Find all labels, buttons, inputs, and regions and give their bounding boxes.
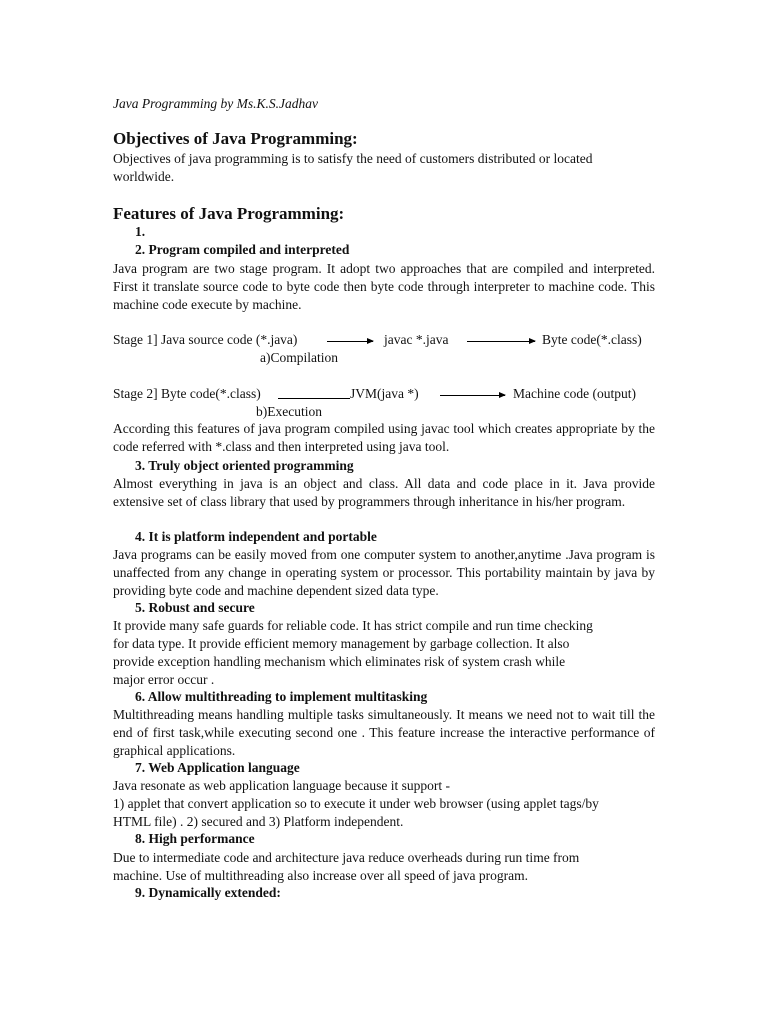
stage-explanation: According this features of java program compiled using javac tool which creates appropriate by the code referred with *.class and then interpreted using java tool.: [113, 421, 655, 454]
stage2-jvm: JVM(java *): [350, 386, 419, 401]
stage2-connector-line: [278, 398, 350, 399]
feature-item-8-line-2: machine. Use of multithreading also increase over all speed of java program.: [113, 868, 528, 883]
feature-item-9-heading: 9. Dynamically extended:: [135, 885, 281, 900]
author-line: Java Programming by Ms.K.S.Jadhav: [113, 96, 318, 111]
stage1-label: a)Compilation: [260, 350, 338, 365]
objectives-line-1: Objectives of java programming is to satisfy the need of customers distributed or located: [113, 151, 593, 166]
feature-item-2-text: Java program are two stage program. It adopt two approaches that are compiled and interpreted. First it translate source code to byte code then byte code through interpreter to machine code. This machine code execute by machine.: [113, 261, 655, 312]
stage2-bytecode: Stage 2] Byte code(*.class): [113, 386, 261, 401]
features-heading: Features of Java Programming:: [113, 204, 345, 223]
feature-item-5-line-1: It provide many safe guards for reliable code. It has strict compile and run time checking: [113, 618, 593, 633]
feature-item-6-heading: 6. Allow multithreading to implement multitasking: [135, 689, 428, 704]
stage1-arrow-1: [327, 341, 373, 342]
feature-item-2-heading: 2. Program compiled and interpreted: [135, 242, 350, 257]
stage2-arrow: [440, 395, 505, 396]
feature-item-5-line-2: for data type. It provide efficient memory management by garbage collection. It also: [113, 636, 570, 651]
feature-item-7-heading: 7. Web Application language: [135, 760, 300, 775]
feature-item-5-heading: 5. Robust and secure: [135, 600, 255, 615]
feature-item-8-heading: 8. High performance: [135, 831, 255, 846]
stage2-label: b)Execution: [256, 404, 322, 419]
stage1-source: Stage 1] Java source code (*.java): [113, 332, 298, 347]
feature-item-5-line-3: provide exception handling mechanism which eliminates risk of system crash while: [113, 654, 566, 669]
feature-item-8-line-1: Due to intermediate code and architecture java reduce overheads during run time from: [113, 850, 580, 865]
stage1-bytecode: Byte code(*.class): [542, 332, 642, 347]
feature-item-4-heading: 4. It is platform independent and portable: [135, 529, 377, 544]
feature-item-7-line-3: HTML file) . 2) secured and 3) Platform independent.: [113, 814, 404, 829]
feature-item-3-heading: 3. Truly object oriented programming: [135, 458, 354, 473]
feature-item-4-text: Java programs can be easily moved from one computer system to another,anytime .Java program is unaffected from any change in operating system or processor. This portability maintain by java by providing byte code and machine dependent sized data type.: [113, 547, 655, 598]
feature-item-7-line-2: 1) applet that convert application so to execute it under web browser (using applet tags/by: [113, 796, 599, 811]
objectives-line-2: worldwide.: [113, 169, 175, 184]
feature-item-5-line-4: major error occur .: [113, 672, 215, 687]
feature-item-6-text: Multithreading means handling multiple tasks simultaneously. It means we need not to wait till the end of first task,while executing second one . This feature increase the interactive performance of graphical applications.: [113, 707, 655, 758]
stage2-machine-code: Machine code (output): [513, 386, 636, 401]
stage1-javac: javac *.java: [384, 332, 449, 347]
feature-item-7-line-1: Java resonate as web application language because it support -: [113, 778, 450, 793]
feature-item-3-text: Almost everything in java is an object and class. All data and code place in it. Java provide extensive set of class library that used by programmers through inheritance in his/her program.: [113, 476, 655, 509]
objectives-heading: Objectives of Java Programming:: [113, 129, 358, 148]
stage1-arrow-2: [467, 341, 535, 342]
feature-item-1: 1.: [135, 224, 146, 239]
